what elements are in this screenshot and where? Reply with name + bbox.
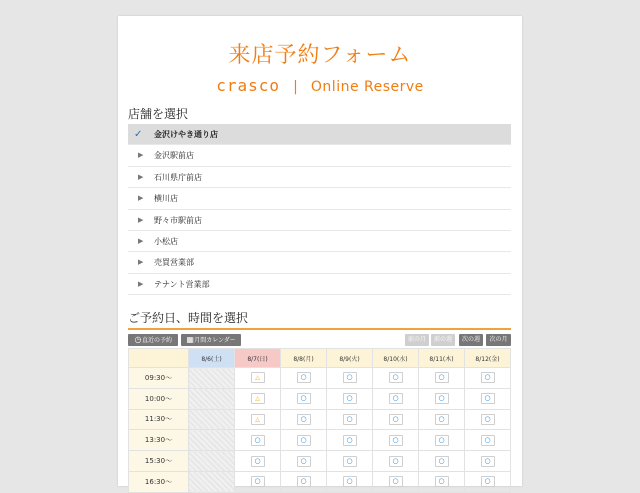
store-item-label: 野々市駅前店 bbox=[154, 215, 202, 225]
slot-cell bbox=[373, 451, 419, 472]
slot-available-button[interactable] bbox=[435, 476, 449, 487]
checkmark-icon: ✓ bbox=[134, 129, 143, 140]
slot-available-button[interactable] bbox=[297, 435, 311, 446]
time-slot-row bbox=[129, 451, 511, 472]
slot-cell bbox=[327, 451, 373, 472]
available-mark-icon: ○ bbox=[484, 373, 491, 382]
store-item-label: 小松店 bbox=[154, 236, 178, 246]
store-item[interactable] bbox=[128, 274, 511, 295]
available-mark-icon: ○ bbox=[346, 373, 353, 382]
slot-available-button[interactable] bbox=[297, 414, 311, 425]
slot-cell bbox=[373, 471, 419, 492]
slot-cell bbox=[419, 430, 465, 451]
slot-unavailable bbox=[189, 451, 235, 472]
store-item-label: テナント営業部 bbox=[154, 279, 210, 289]
slot-available-button[interactable] bbox=[297, 476, 311, 487]
slot-available-button[interactable] bbox=[343, 372, 357, 383]
slot-available-button[interactable] bbox=[389, 414, 403, 425]
slot-cell bbox=[281, 451, 327, 472]
available-mark-icon: ○ bbox=[392, 456, 399, 465]
time-label: 15:30〜 bbox=[129, 451, 189, 472]
date-header: 8/8(月) bbox=[281, 349, 327, 368]
slot-cell bbox=[281, 430, 327, 451]
slot-available-button[interactable] bbox=[251, 476, 265, 487]
slot-available-button[interactable] bbox=[343, 393, 357, 404]
prev-month-button[interactable]: 前の月 bbox=[405, 334, 429, 346]
page-title: 来店予約フォーム bbox=[228, 43, 412, 68]
slot-available-button[interactable] bbox=[481, 456, 495, 467]
date-section-heading: ご予約日、時間を選択 bbox=[128, 310, 511, 330]
slot-cell bbox=[281, 471, 327, 492]
available-mark-icon: ○ bbox=[392, 435, 399, 444]
slot-cell bbox=[465, 451, 511, 472]
slot-available-button[interactable] bbox=[481, 393, 495, 404]
slot-few-left-button[interactable] bbox=[251, 372, 265, 383]
available-mark-icon: ○ bbox=[346, 477, 353, 486]
slot-cell bbox=[235, 409, 281, 430]
brand-subtitle: Online Reserve bbox=[310, 79, 424, 95]
slot-available-button[interactable] bbox=[481, 476, 495, 487]
available-mark-icon: ○ bbox=[254, 435, 261, 444]
slot-unavailable bbox=[189, 409, 235, 430]
slot-cell bbox=[235, 451, 281, 472]
slot-available-button[interactable] bbox=[389, 372, 403, 383]
available-mark-icon: ○ bbox=[392, 414, 399, 423]
store-item-label: 石川県庁前店 bbox=[154, 172, 202, 182]
time-label: 11:30〜 bbox=[129, 409, 189, 430]
slot-cell bbox=[419, 388, 465, 409]
date-header: 8/12(金) bbox=[465, 349, 511, 368]
store-item[interactable] bbox=[128, 210, 511, 231]
slot-cell bbox=[235, 471, 281, 492]
slot-available-button[interactable] bbox=[389, 393, 403, 404]
store-item-label: 金沢駅前店 bbox=[154, 151, 194, 161]
date-header: 8/7(日) bbox=[235, 349, 281, 368]
next-week-button[interactable]: 次の週 bbox=[459, 334, 483, 346]
time-slot-row bbox=[129, 368, 511, 389]
available-mark-icon: ○ bbox=[392, 373, 399, 382]
store-item[interactable] bbox=[128, 252, 511, 273]
slot-unavailable bbox=[189, 368, 235, 389]
slot-available-button[interactable] bbox=[481, 435, 495, 446]
slot-cell bbox=[465, 430, 511, 451]
slot-cell bbox=[235, 388, 281, 409]
monthly-calendar-label: 月間カレンダー bbox=[194, 337, 236, 344]
available-mark-icon: ○ bbox=[484, 394, 491, 403]
slot-few-left-button[interactable] bbox=[251, 414, 265, 425]
available-mark-icon: ○ bbox=[438, 394, 445, 403]
slot-available-button[interactable] bbox=[389, 435, 403, 446]
time-slot-rows bbox=[129, 368, 511, 493]
available-mark-icon: ○ bbox=[254, 477, 261, 486]
brand-line bbox=[118, 76, 522, 97]
store-item[interactable] bbox=[128, 167, 511, 188]
slot-cell bbox=[465, 409, 511, 430]
slot-cell bbox=[281, 388, 327, 409]
time-slot-row bbox=[129, 409, 511, 430]
time-label: 13:30〜 bbox=[129, 430, 189, 451]
slot-cell bbox=[327, 368, 373, 389]
chevron-right-icon: ▶ bbox=[138, 194, 144, 203]
slot-available-button[interactable] bbox=[251, 456, 265, 467]
date-header: 8/11(木) bbox=[419, 349, 465, 368]
date-header: 8/6(土) bbox=[189, 349, 235, 368]
slot-available-button[interactable] bbox=[481, 414, 495, 425]
slot-available-button[interactable] bbox=[343, 414, 357, 425]
available-mark-icon: ○ bbox=[392, 394, 399, 403]
slot-cell bbox=[235, 368, 281, 389]
calendar-toolbar bbox=[128, 334, 511, 346]
slot-cell bbox=[373, 388, 419, 409]
brand-separator: | bbox=[293, 79, 298, 95]
prev-week-button[interactable]: 前の週 bbox=[431, 334, 455, 346]
store-item[interactable] bbox=[128, 145, 511, 166]
slot-available-button[interactable] bbox=[297, 393, 311, 404]
slot-available-button[interactable] bbox=[343, 435, 357, 446]
store-item-label: 売買営業部 bbox=[154, 258, 194, 268]
available-mark-icon: ○ bbox=[438, 414, 445, 423]
time-slot-row bbox=[129, 471, 511, 492]
store-item-label: 横川店 bbox=[154, 194, 178, 204]
date-header: 8/10(水) bbox=[373, 349, 419, 368]
slot-cell bbox=[327, 430, 373, 451]
crasco-logo: crasco bbox=[216, 76, 280, 95]
store-item-label: 金沢けやき通り店 bbox=[154, 130, 218, 139]
available-mark-icon: ○ bbox=[392, 477, 399, 486]
store-item[interactable] bbox=[128, 231, 511, 252]
time-label: 09:30〜 bbox=[129, 368, 189, 389]
available-mark-icon: ○ bbox=[438, 435, 445, 444]
available-mark-icon: ○ bbox=[254, 456, 261, 465]
available-mark-icon: ○ bbox=[300, 394, 307, 403]
slot-unavailable bbox=[189, 388, 235, 409]
availability-table bbox=[128, 348, 511, 493]
chevron-right-icon: ▶ bbox=[138, 279, 144, 288]
slot-available-button[interactable] bbox=[481, 372, 495, 383]
slot-available-button[interactable] bbox=[435, 456, 449, 467]
slot-available-button[interactable] bbox=[343, 456, 357, 467]
slot-cell bbox=[327, 409, 373, 430]
recent-reservation-label: 直近の予約 bbox=[141, 337, 172, 344]
time-slot-row bbox=[129, 430, 511, 451]
available-mark-icon: ○ bbox=[484, 456, 491, 465]
monthly-calendar-button[interactable] bbox=[181, 334, 241, 346]
slot-cell bbox=[235, 430, 281, 451]
time-slot-row bbox=[129, 388, 511, 409]
time-label: 10:00〜 bbox=[129, 388, 189, 409]
available-mark-icon: ○ bbox=[346, 394, 353, 403]
available-mark-icon: ○ bbox=[438, 373, 445, 382]
available-mark-icon: ○ bbox=[300, 414, 307, 423]
slot-available-button[interactable] bbox=[389, 456, 403, 467]
available-mark-icon: ○ bbox=[346, 414, 353, 423]
date-header: 8/9(火) bbox=[327, 349, 373, 368]
slot-cell bbox=[465, 388, 511, 409]
slot-cell bbox=[327, 388, 373, 409]
store-section-heading: 店舗を選択 bbox=[128, 106, 511, 126]
available-mark-icon: ○ bbox=[438, 456, 445, 465]
slot-cell bbox=[281, 368, 327, 389]
slot-available-button[interactable] bbox=[297, 372, 311, 383]
slot-few-left-button[interactable] bbox=[251, 393, 265, 404]
slot-available-button[interactable] bbox=[389, 476, 403, 487]
slot-unavailable bbox=[189, 430, 235, 451]
reservation-form bbox=[118, 16, 522, 486]
few-left-mark-icon: △ bbox=[255, 395, 260, 403]
slot-available-button[interactable] bbox=[251, 435, 265, 446]
slot-cell bbox=[281, 409, 327, 430]
recent-reservation-button[interactable] bbox=[128, 334, 178, 346]
slot-cell bbox=[419, 368, 465, 389]
slot-cell bbox=[419, 451, 465, 472]
available-mark-icon: ○ bbox=[346, 435, 353, 444]
slot-available-button[interactable] bbox=[297, 456, 311, 467]
slot-cell bbox=[465, 471, 511, 492]
chevron-right-icon: ▶ bbox=[138, 236, 144, 245]
available-mark-icon: ○ bbox=[300, 435, 307, 444]
calendar-icon: ▦ bbox=[186, 335, 194, 344]
slot-available-button[interactable] bbox=[435, 414, 449, 425]
slot-cell bbox=[373, 368, 419, 389]
available-mark-icon: ○ bbox=[484, 477, 491, 486]
few-left-mark-icon: △ bbox=[255, 415, 260, 423]
slot-unavailable bbox=[189, 471, 235, 492]
available-mark-icon: ○ bbox=[300, 456, 307, 465]
slot-cell bbox=[419, 471, 465, 492]
few-left-mark-icon: △ bbox=[255, 374, 260, 382]
available-mark-icon: ○ bbox=[346, 456, 353, 465]
chevron-right-icon: ▶ bbox=[138, 215, 144, 224]
slot-available-button[interactable] bbox=[435, 393, 449, 404]
date-header-row bbox=[129, 349, 511, 368]
store-list bbox=[128, 124, 511, 295]
store-item[interactable] bbox=[128, 188, 511, 209]
chevron-right-icon: ▶ bbox=[138, 172, 144, 181]
chevron-right-icon: ▶ bbox=[138, 258, 144, 267]
slot-available-button[interactable] bbox=[343, 476, 357, 487]
chevron-right-icon: ▶ bbox=[138, 151, 144, 160]
slot-cell bbox=[419, 409, 465, 430]
slot-cell bbox=[465, 368, 511, 389]
time-column-header bbox=[129, 349, 189, 368]
slot-available-button[interactable] bbox=[435, 372, 449, 383]
available-mark-icon: ○ bbox=[484, 435, 491, 444]
store-item[interactable] bbox=[128, 124, 511, 145]
slot-cell bbox=[373, 430, 419, 451]
clock-icon: ◷ bbox=[134, 335, 142, 344]
next-month-button[interactable]: 次の月 bbox=[486, 334, 511, 346]
available-mark-icon: ○ bbox=[300, 373, 307, 382]
available-mark-icon: ○ bbox=[300, 477, 307, 486]
available-mark-icon: ○ bbox=[438, 477, 445, 486]
available-mark-icon: ○ bbox=[484, 414, 491, 423]
time-label: 16:30〜 bbox=[129, 471, 189, 492]
slot-cell bbox=[327, 471, 373, 492]
slot-cell bbox=[373, 409, 419, 430]
slot-available-button[interactable] bbox=[435, 435, 449, 446]
